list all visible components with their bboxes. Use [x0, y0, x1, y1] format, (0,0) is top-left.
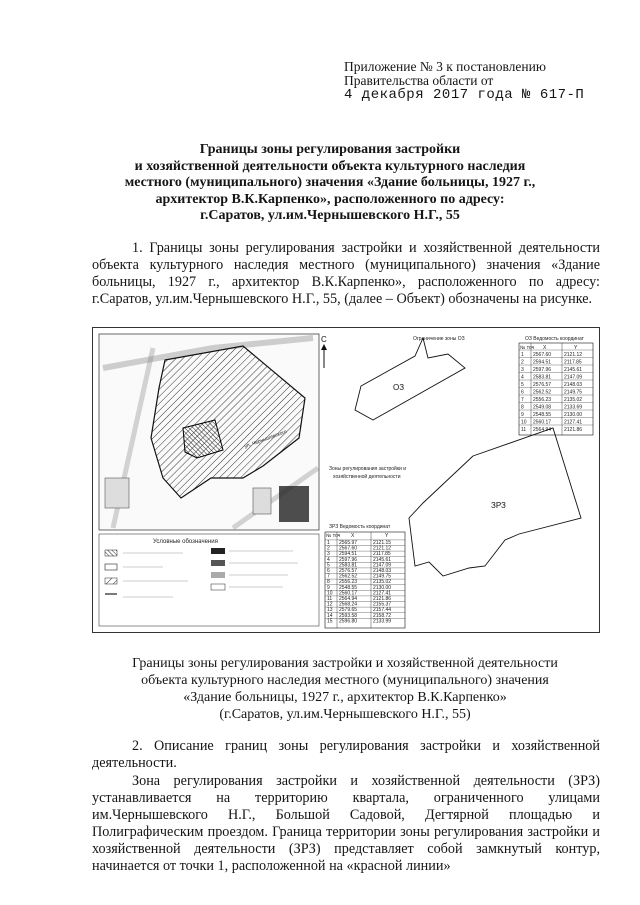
oz-table-cell: 2: [521, 359, 524, 366]
zrz-table-cell: 2556.23: [339, 579, 358, 586]
oz-table-cell: 2148.03: [564, 382, 583, 388]
oz-table-title: ОЗ Ведомость координат: [525, 336, 584, 342]
oz-coordinates-table: [519, 336, 593, 435]
zrz-table-cell: 2579.65: [339, 607, 358, 614]
zrz-table-cell: 14: [327, 612, 333, 619]
oz-table-cell: 2548.55: [533, 412, 552, 418]
zrz-table-cell: 2121.12: [373, 545, 392, 552]
appendix-date-line: 4 декабря 2017 года № 617-П: [344, 87, 585, 103]
title-line-5: г.Саратов, ул.им.Чернышевского Н.Г., 55: [200, 208, 460, 223]
zrz-table-cell: 2562.52: [339, 573, 358, 580]
zrz-table-cell: 2594.51: [339, 551, 358, 558]
zrz-table-cell: 2576.57: [339, 568, 358, 574]
zrz-table-cell: 2133.99: [373, 618, 392, 625]
legend-title: Условные обозначения: [153, 539, 218, 545]
zrz-table-cell: 2145.61: [373, 556, 392, 563]
oz-col-y: Y: [574, 345, 578, 351]
zrz-table-cell: 2596.80: [339, 618, 358, 625]
paragraph-3: Зона регулирования застройки и хозяйственной деятельности (ЗРЗ) устанавливается на территорию квартала, ограниченного улицами им.Чернышевского Н.Г., Большой Садовой, Дегтярной площадью и Полиграфическим проездом. Граница территории зоны регулирования застройки и хозяйственной деятельности (ЗРЗ) представляет собой замкнутый контур, начинается от точки 1, расположенной на «красной линии»: [92, 773, 600, 874]
zrz-table-cell: 2157.44: [373, 607, 392, 614]
oz-table-cell: 8: [521, 404, 524, 411]
oz-table-cell: 2549.08: [533, 404, 552, 411]
zrz-table-cell: 2149.75: [373, 573, 392, 580]
zrz-table-cell: 3: [327, 551, 330, 558]
oz-table-cell: 3: [521, 367, 524, 373]
oz-table-cell: 2135.02: [564, 397, 583, 403]
zrz-table-cell: 2148.03: [373, 568, 392, 574]
north-arrow: [321, 335, 327, 368]
caption-line-1: Границы зоны регулирования застройки и хозяйственной деятельности: [132, 656, 558, 671]
zrz-table-cell: 2567.60: [339, 545, 358, 552]
map-legend: [99, 534, 319, 626]
oz-table-cell: 2560.17: [533, 419, 552, 426]
zrz-title-1: Зоны регулирования застройки и: [329, 466, 407, 472]
zrz-table-cell: 2583.81: [339, 562, 358, 569]
zrz-table-cell: 9: [327, 584, 330, 591]
oz-table-cell: 2117.85: [564, 359, 582, 366]
zrz-table-cell: 10: [327, 590, 333, 597]
zrz-table-cell: 8: [327, 579, 330, 586]
oz-col-no: № точ: [520, 345, 535, 351]
document-title: [80, 142, 580, 225]
oz-table-cell: 2149.75: [564, 389, 583, 396]
oz-title: Ограничение зоны ОЗ: [413, 336, 465, 342]
zrz-table-cell: 2564.94: [339, 596, 358, 602]
oz-table-cell: 2147.09: [564, 374, 583, 381]
zrz-col-y: Y: [385, 533, 389, 539]
oz-boundary: [355, 336, 465, 420]
zrz-table-cell: 2: [327, 545, 330, 552]
title-line-1: Границы зоны регулирования застройки: [199, 142, 461, 157]
zrz-table-cell: 4: [327, 556, 330, 563]
figure-caption: [92, 655, 598, 723]
site-plan: [99, 334, 319, 530]
zrz-table-cell: 2597.96: [339, 556, 358, 563]
oz-table-cell: 2133.69: [564, 404, 583, 411]
caption-line-2: объекта культурного наследия местного (муниципального) значения: [141, 673, 549, 688]
oz-table-cell: 5: [521, 382, 524, 388]
oz-table-cell: 2583.81: [533, 374, 552, 381]
zrz-table-cell: 15: [327, 618, 333, 625]
oz-table-cell: 2145.61: [564, 367, 583, 373]
zrz-table-cell: 2127.41: [373, 590, 392, 597]
oz-col-x: X: [543, 345, 547, 351]
map-figure: [92, 327, 600, 633]
map-drawing: [93, 328, 599, 632]
paragraph-2: 2. Описание границ зоны регулирования застройки и хозяйственной деятельности.: [92, 738, 600, 771]
zrz-table-cell: 13: [327, 607, 333, 614]
oz-table-cell: 2562.52: [533, 389, 552, 396]
oz-table-cell: 1: [521, 352, 524, 358]
zrz-table-cell: 2121.15: [373, 540, 392, 546]
oz-table-cell: 2567.60: [533, 352, 552, 358]
caption-line-4: (г.Саратов, ул.им.Чернышевского Н.Г., 55): [219, 707, 471, 722]
oz-table-cell: 9: [521, 412, 524, 418]
zrz-coordinates-table: [325, 524, 405, 628]
zrz-table-cell: 2155.37: [373, 601, 392, 608]
oz-table-cell: 6: [521, 389, 524, 396]
oz-table-cell: 2564.94: [533, 427, 552, 433]
oz-table-cell: 2594.51: [533, 359, 552, 366]
oz-table-cell: 2121.12: [564, 352, 583, 358]
oz-table-cell: 2130.00: [564, 412, 583, 418]
oz-table-cell: 2556.23: [533, 397, 552, 403]
zrz-table-cell: 2135.02: [373, 579, 392, 586]
zrz-table-cell: 2568.24: [339, 601, 358, 608]
zrz-table-title: ЗРЗ Ведомость координат: [329, 524, 391, 530]
appendix-line-2: Правительства области от: [344, 73, 494, 88]
oz-table-cell: 7: [521, 397, 524, 403]
oz-table-cell: 2127.41: [564, 419, 583, 426]
zrz-table-cell: 2130.00: [373, 584, 392, 591]
caption-line-3: «Здание больницы, 1927 г., архитектор В.К.Карпенко»: [183, 690, 507, 705]
zrz-table-cell: 1: [327, 540, 330, 546]
north-label: С: [321, 335, 327, 344]
zrz-table-cell: 2147.09: [373, 562, 392, 569]
oz-table-cell: 2597.96: [533, 367, 552, 373]
zrz-col-x: X: [351, 533, 355, 539]
title-line-4: архитектор В.К.Карпенко», расположенного по адресу:: [155, 191, 505, 207]
street-label: ул. Чернышевского: [243, 428, 288, 450]
appendix-line-1: Приложение № 3 к постановлению: [344, 59, 546, 74]
zrz-table-cell: 11: [327, 596, 333, 602]
zrz-table-cell: 2158.72: [373, 612, 392, 619]
zrz-boundary: [329, 428, 581, 576]
zrz-table-cell: 2593.58: [339, 612, 358, 619]
zrz-table-cell: 2121.86: [373, 596, 392, 602]
zrz-table-cell: 2565.97: [339, 540, 358, 546]
zrz-col-no: № точ: [326, 533, 341, 539]
zrz-table-cell: 6: [327, 568, 330, 574]
zrz-table-cell: 5: [327, 562, 330, 569]
zrz-table-cell: 12: [327, 601, 333, 608]
oz-table-cell: 4: [521, 374, 524, 381]
zrz-table-cell: 2548.55: [339, 584, 358, 591]
zrz-table-cell: 7: [327, 573, 330, 580]
paragraph-1: 1. Границы зоны регулирования застройки и хозяйственной деятельности объекта культурного наследия местного (муниципального) значения «Здание больницы, 1927 г., архитектор В.К.Карпенко», расположенного по адресу: г.Саратов, ул.им.Чернышевского Н.Г., 55, (далее – Объект) обозначены на рисунке.: [92, 240, 600, 307]
title-line-3: местного (муниципального) значения «Здание больницы, 1927 г.,: [124, 175, 536, 190]
oz-table-cell: 11: [521, 427, 527, 433]
oz-table-cell: 2121.86: [564, 427, 583, 433]
zrz-table-cell: 2560.17: [339, 590, 358, 597]
zrz-title-2: хозяйственной деятельности: [333, 474, 401, 480]
zrz-table-cell: 2117.85: [373, 551, 391, 558]
appendix-header: [344, 60, 624, 102]
zrz-zone-label: ЗРЗ: [491, 501, 506, 510]
oz-table-cell: 10: [521, 419, 527, 426]
title-line-2: и хозяйственной деятельности объекта культурного наследия: [134, 158, 526, 174]
oz-table-cell: 2576.57: [533, 382, 552, 388]
oz-zone-label: ОЗ: [393, 383, 405, 392]
